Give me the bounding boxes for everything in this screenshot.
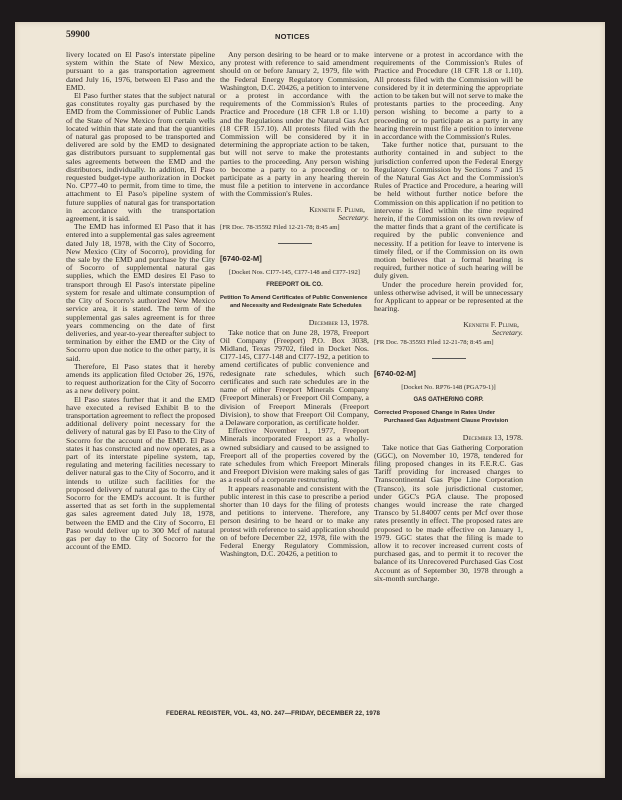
notice-agency: FREEPORT OIL CO.: [266, 282, 323, 289]
paragraph: intervene or a protest in accordance with the requirements of the Commission's Rules of Practice and Procedure (18 CFR 1.8 or 1.10). All protests filed with the Commission will be considered by it in determining the appropriate action to be taken but will not serve to make the protestants parties to the proceeding. Any person wishing to become a party to a proceeding or to participate as a party in any hearing therein must file a petition to intervene in accordance with the Commission's Rules.: [374, 50, 523, 142]
paragraph: Effective November 1, 1977, Freeport Minerals incorporated Freeport as a wholly-owned subsidiary and caused to be assigned to Freeport all of the properties covered by the rate schedules from which Freeport Minerals and Freeport Division were making sales of gas as a result of a corporate restructuring.: [220, 426, 369, 485]
document-page: [15, 22, 605, 778]
docket-number: [Docket Nos. CI77-145, CI77-148 and CI77-192]: [229, 269, 360, 277]
notice-subject: Corrected Proposed Change in Rates Under Purchased Gas Adjustment Clause Provision: [374, 410, 509, 425]
page-footer: FEDERAL REGISTER, VOL. 43, NO. 247—FRIDAY, DECEMBER 22, 1978: [166, 710, 381, 717]
document-id: [6740-02-M]: [374, 369, 416, 379]
signature-title: Secretary.: [338, 212, 369, 222]
notice-date: December 13, 1978.: [308, 318, 369, 328]
paragraph: Any person desiring to be heard or to make any protest with reference to said amendment should on or before January 2, 1979, file with the Federal Energy Regulatory Commission, Washington, D.C. 20426, a petition to intervene or a protest in accordance with the requirements of the Commission's Rules of Practice and Procedure (18 CFR 1.8 or 1.10) and the Regulations under the Natural Gas Act (18 CFR 157.10). All protests filed with the Commission will be considered by it in determining the appropriate action to be taken, but will not serve to make the protestants parties to the proceeding. Any person wishing to become a party to a proceeding or to participate as a party in any hearing therein must file a petition to intervene in accordance with the Commission's Rules.: [220, 50, 369, 199]
paragraph: El Paso further states that the subject natural gas constitutes royalty gas purchased by the EMD from the Commissioner of Public Lands of the State of New Mexico from certain wells located within that state and that the quantities of natural gas proposed to be transported and delivered are sold by the EMD to designated gas distributors pursuant to supplemental gas sales agreements between the EMD and the distributors, individually. In addition, El Paso requested budget-type authorization in Docket No. CP77-40 to permit, from time to time, the attachment to El Paso's pipeline system of future supplies of natural gas for transportation in accordance with the transportation agreement, it is said.: [66, 91, 215, 224]
column-2: [220, 51, 369, 558]
paragraph: Under the procedure herein provided for, unless otherwise advised, it will be unnecessary for Applicant to appear or be represented at the hearing.: [374, 279, 523, 314]
fr-doc-filed: [FR Doc. 78-35593 Filed 12-21-78; 8:45 am]: [374, 338, 494, 346]
signature-title: Secretary.: [492, 327, 523, 337]
paragraph: livery located on El Paso's interstate pipeline system within the State of New Mexico, pursuant to a gas transportation agreement dated July 16, 1976, between El Paso and the EMD.: [66, 50, 215, 92]
paragraph: Take further notice that, pursuant to the authority contained in and subject to the jurisdiction conferred upon the Federal Energy Regulatory Commission by Sections 7 and 15 of the Natural Gas Act and the Commission's Rules of Practice and Procedure, a hearing will be held without further notice before the Commission on this application if no petition to intervene is filed within the time required herein, if the Commission on its own review of the matter finds that a grant of the certificate is required by the public convenience and necessity. If a petition for leave to intervene is timely filed, or if the Commission on its own motion believes that a formal hearing is required, further notice of such hearing will be duly given.: [374, 140, 523, 281]
fr-doc-filed: [FR Doc. 78-35592 Filed 12-21-78; 8:45 am]: [220, 224, 340, 232]
paragraph: It appears reasonable and consistent with the public interest in this case to prescribe a period shorter than 10 days for the filing of protests and petitions to intervene. Therefore, any person desiring to be heard or to make any protest with reference to said application should on of before December 22, 1978, file with the Federal Energy Regulatory Commission, Washington, D.C. 20426, a petition to: [220, 483, 369, 559]
paragraph: The EMD has informed El Paso that it has entered into a supplemental gas sales agreement dated July 18, 1978, with the City of Socorro, New Mexico (City of Socorro), providing for the sale by the EMD and purchase by the City of Socorro of supplemental natural gas supplies, which the EMD desires El Paso to transport through El Paso's interstate pipeline system for resale and ultimate consumption of the City of Socorro's authorized New Mexico service area, it is stated. The term of the supplemental gas sales agreement is for three years commencing on the date of first deliveries, and year-to-year thereafter subject to termination by either the EMD or the City of Socorro upon due notice to the other party, it is said.: [66, 222, 215, 363]
column-3: [374, 51, 523, 583]
document-id: [6740-02-M]: [220, 254, 262, 264]
divider: [432, 358, 466, 359]
notice-agency: GAS GATHERING CORP.: [413, 397, 484, 404]
section-title: NOTICES: [275, 32, 310, 41]
notice-date: December 13, 1978.: [462, 433, 523, 443]
paragraph: Take notice that Gas Gathering Corporation (GGC), on November 10, 1978, tendered for filing proposed changes in its F.E.R.C. Gas Tariff providing for increased charges to Transcontinental Gas Pipe Line Corporation (Transco), its sole jurisdictional customer, under GGC's PGA clause. The proposed changes would increase the rate charged Transco by 51.84007 cents per Mcf over those rates presently in effect. The proposed rates are proposed to be made effective on January 1, 1979. GGC states that the filing is made to allow it to recover increased current costs of purchased gas, and to permit it to recover the balance of its Unrecovered Purchased Gas Cost Account as of September 30, 1978 through a six-month surcharge.: [374, 442, 523, 583]
notice-subject: Petition To Amend Certificates of Public Convenience and Necessity and Redesignate Rate Schedules: [220, 295, 368, 310]
paragraph: Take notice that on June 28, 1978, Freeport Oil Company (Freeport) P.O. Box 3038, Midland, Texas 79702, filed in Docket Nos. CI77-145, CI77-148 and CI77-192, a petition to amend certificates of public convenience and redesignate rate schedules, which such certificates and such rate schedules are in the name of either Freeport Minerals Company (Freeport Minerals) or Freeport Oil Company, a division of Freeport Minerals (Freeport Division), to show that Freeport Oil Company, a Delaware corporation, as certificate holder.: [220, 327, 369, 427]
signature-name: Kenneth F. Plumb,: [309, 204, 365, 214]
column-1: [66, 51, 215, 551]
paragraph: Therefore, El Paso states that it hereby amends its application filed October 26, 1976, to request authorization for the City of Socorro as a new delivery point.: [66, 361, 215, 396]
paragraph: El Paso states further that it and the EMD have executed a revised Exhibit B to the transportation agreement to reflect the proposed additional delivery point necessary for the delivery of natural gas by El Paso to the City of Socorro for the account of the EMD. El Paso states it has constructed and now operates, as a part of its interstate pipeline system, tap, regulating and metering facilities necessary to deliver natural gas to the City of Socorro, and it intends to utilize such facilities for the proposed delivery of natural gas to the City of Socorro for the EMD's account. It is further asserted that as set forth in the supplemental gas sales agreement dated July 18, 1978, between the EMD and the City of Socorro, El Paso would deliver up to 300 Mcf of natural gas per day to the City of Socorro for the account of the EMD.: [66, 394, 215, 552]
signature-name: Kenneth F. Plumb,: [463, 319, 519, 329]
docket-number: [Docket No. RP76-148 (PGA79-1)]: [401, 384, 496, 392]
divider: [278, 243, 312, 244]
page-number: 59900: [66, 30, 90, 40]
